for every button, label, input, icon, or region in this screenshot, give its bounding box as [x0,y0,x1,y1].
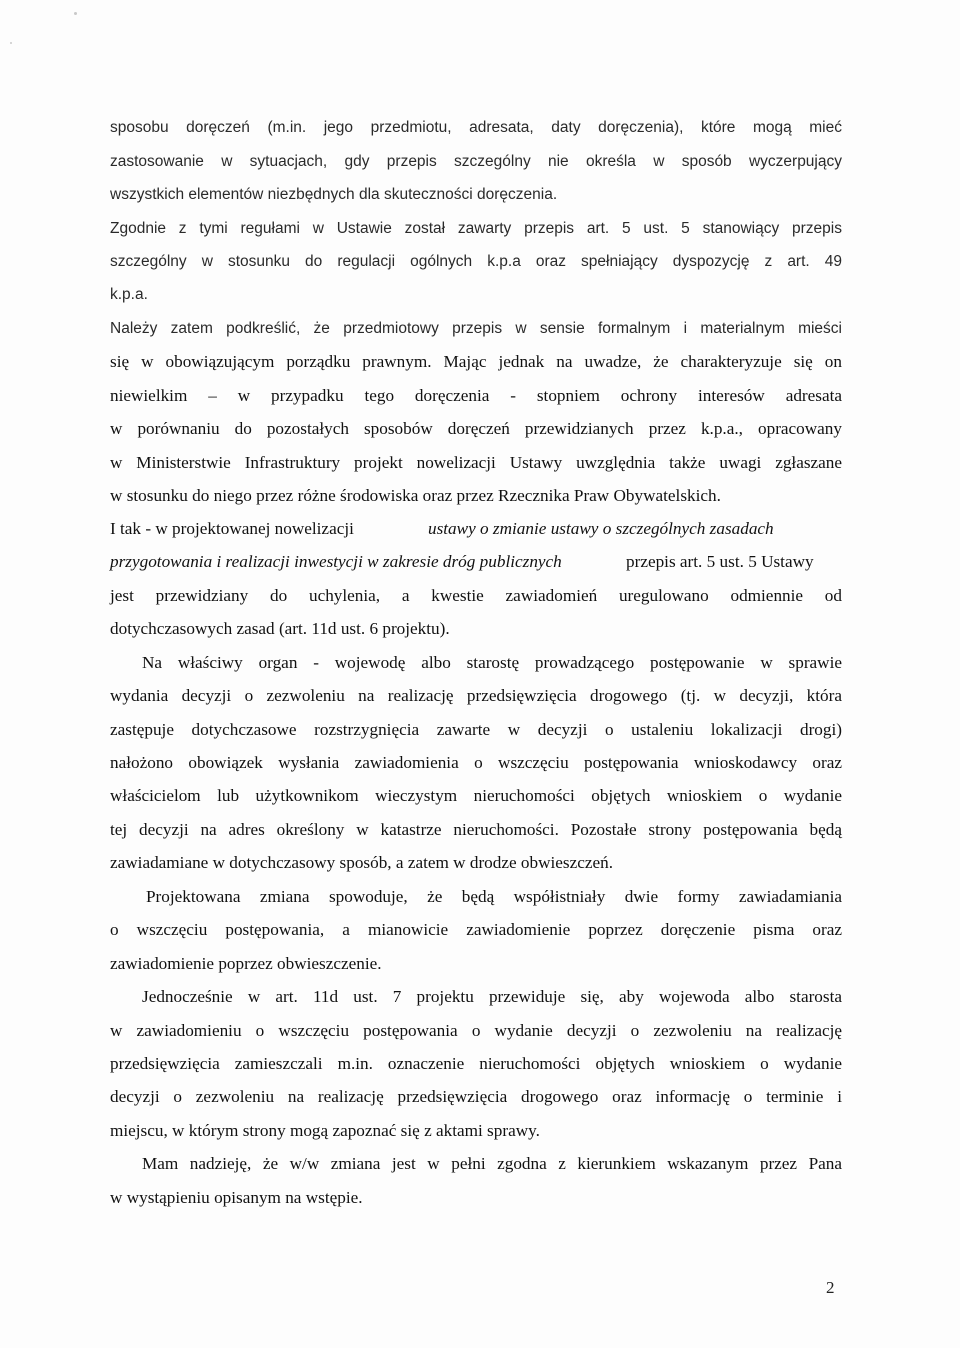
text-line: jest przewidziany do uchylenia, a kwestie zawiadomień uregulowano odmiennie od [110,586,842,605]
text-line: tej decyzji na adres określony w katastrze nieruchomości. Pozostałe strony postępowania będą [110,820,842,839]
text-line: przedsięwzięcia zamieszczali m.in. oznaczenie nieruchomości objętych wnioskiem o wydanie [110,1054,842,1073]
text-line: w wystąpieniu opisanym na wstępie. [110,1188,363,1207]
text-line: decyzji o zezwoleniu na realizację przedsięwzięcia drogowego oraz informację o terminie i [110,1087,842,1106]
text-line: właścicielom lub użytkownikom wieczystym nieruchomości objętych wnioskiem o wydanie [110,786,842,805]
page-number: 2 [826,1278,835,1297]
scan-speck [74,12,77,15]
text-line: się w obowiązującym porządku prawnym. Mając jednak na uwadze, że charakteryzuje się on [110,352,842,371]
text-line: zawiadamiane w dotychczasowy sposób, a zatem w drodze obwieszczeń. [110,853,614,872]
text-line: Mam nadzieję, że w/w zmiana jest w pełni zgodna z kierunkiem wskazanym przez Pana [142,1154,842,1173]
text-line: w zawiadomieniu o wszczęciu postępowania o wydanie decyzji o zezwoleniu na realizację [110,1021,842,1040]
text-line: Projektowana zmiana spowoduje, że będą współistniały dwie formy zawiadamiania [146,887,842,906]
text-line: zastosowanie w sytuacjach, gdy przepis szczególny nie określa w sposób wyczerpujący [110,153,842,170]
text-line: niewielkim – w przypadku tego doręczenia - stopniem ochrony interesów adresata [110,386,842,405]
text-line: I tak - w projektowanej nowelizacji [110,519,354,538]
text-line: Jednocześnie w art. 11d ust. 7 projektu przewiduje się, aby wojewoda albo starosta [142,987,842,1006]
text-line-italic: przygotowania i realizacji inwestycji w zakresie dróg publicznych [110,552,562,571]
text-line: zastępuje dotychczasowe rozstrzygnięcia zawarte w decyzji o ustaleniu lokalizacji drogi) [110,720,842,739]
text-line: zawiadomienie poprzez obwieszczenie. [110,954,382,973]
scan-speck [10,42,12,44]
text-line: w Ministerstwie Infrastruktury projekt nowelizacji Ustawy uwzględnia także uwagi zgłaszane [110,453,842,472]
text-line-italic: ustawy o zmianie ustawy o szczególnych zasadach [428,519,774,538]
text-line: Należy zatem podkreślić, że przedmiotowy przepis w sensie formalnym i materialnym mieści [110,320,842,337]
text-line: dotychczasowych zasad (art. 11d ust. 6 projektu). [110,619,450,638]
text-line: miejscu, w którym strony mogą zapoznać się z aktami sprawy. [110,1121,540,1140]
text-line: nałożono obowiązek wysłania zawiadomienia o wszczęciu postępowania wnioskodawcy oraz [110,753,842,772]
text-line: k.p.a. [110,286,148,303]
text-line: sposobu doręczeń (m.in. jego przedmiotu, adresata, daty doręczenia), które mogą mieć [110,119,842,136]
text-line: wydania decyzji o zezwoleniu na realizację przedsięwzięcia drogowego (tj. w decyzji, która [110,686,842,705]
text-line: w porównaniu do pozostałych sposobów doręczeń przewidzianych przez k.p.a., opracowany [110,419,842,438]
text-line: w stosunku do niego przez różne środowiska oraz przez Rzecznika Praw Obywatelskich. [110,486,721,505]
text-line: wszystkich elementów niezbędnych dla skuteczności doręczenia. [110,186,558,203]
text-line: o wszczęciu postępowania, a mianowicie zawiadomienie poprzez doręczenie pisma oraz [110,920,842,939]
text-line: Na właściwy organ - wojewodę albo starostę prowadzącego postępowanie w sprawie [142,653,842,672]
text-line: Zgodnie z tymi regułami w Ustawie został zawarty przepis art. 5 ust. 5 stanowiący przepis [110,220,842,237]
text-line: szczególny w stosunku do regulacji ogólnych k.p.a oraz spełniający dyspozycję z art. 49 [110,253,842,270]
text-line: przepis art. 5 ust. 5 Ustawy [626,552,814,571]
